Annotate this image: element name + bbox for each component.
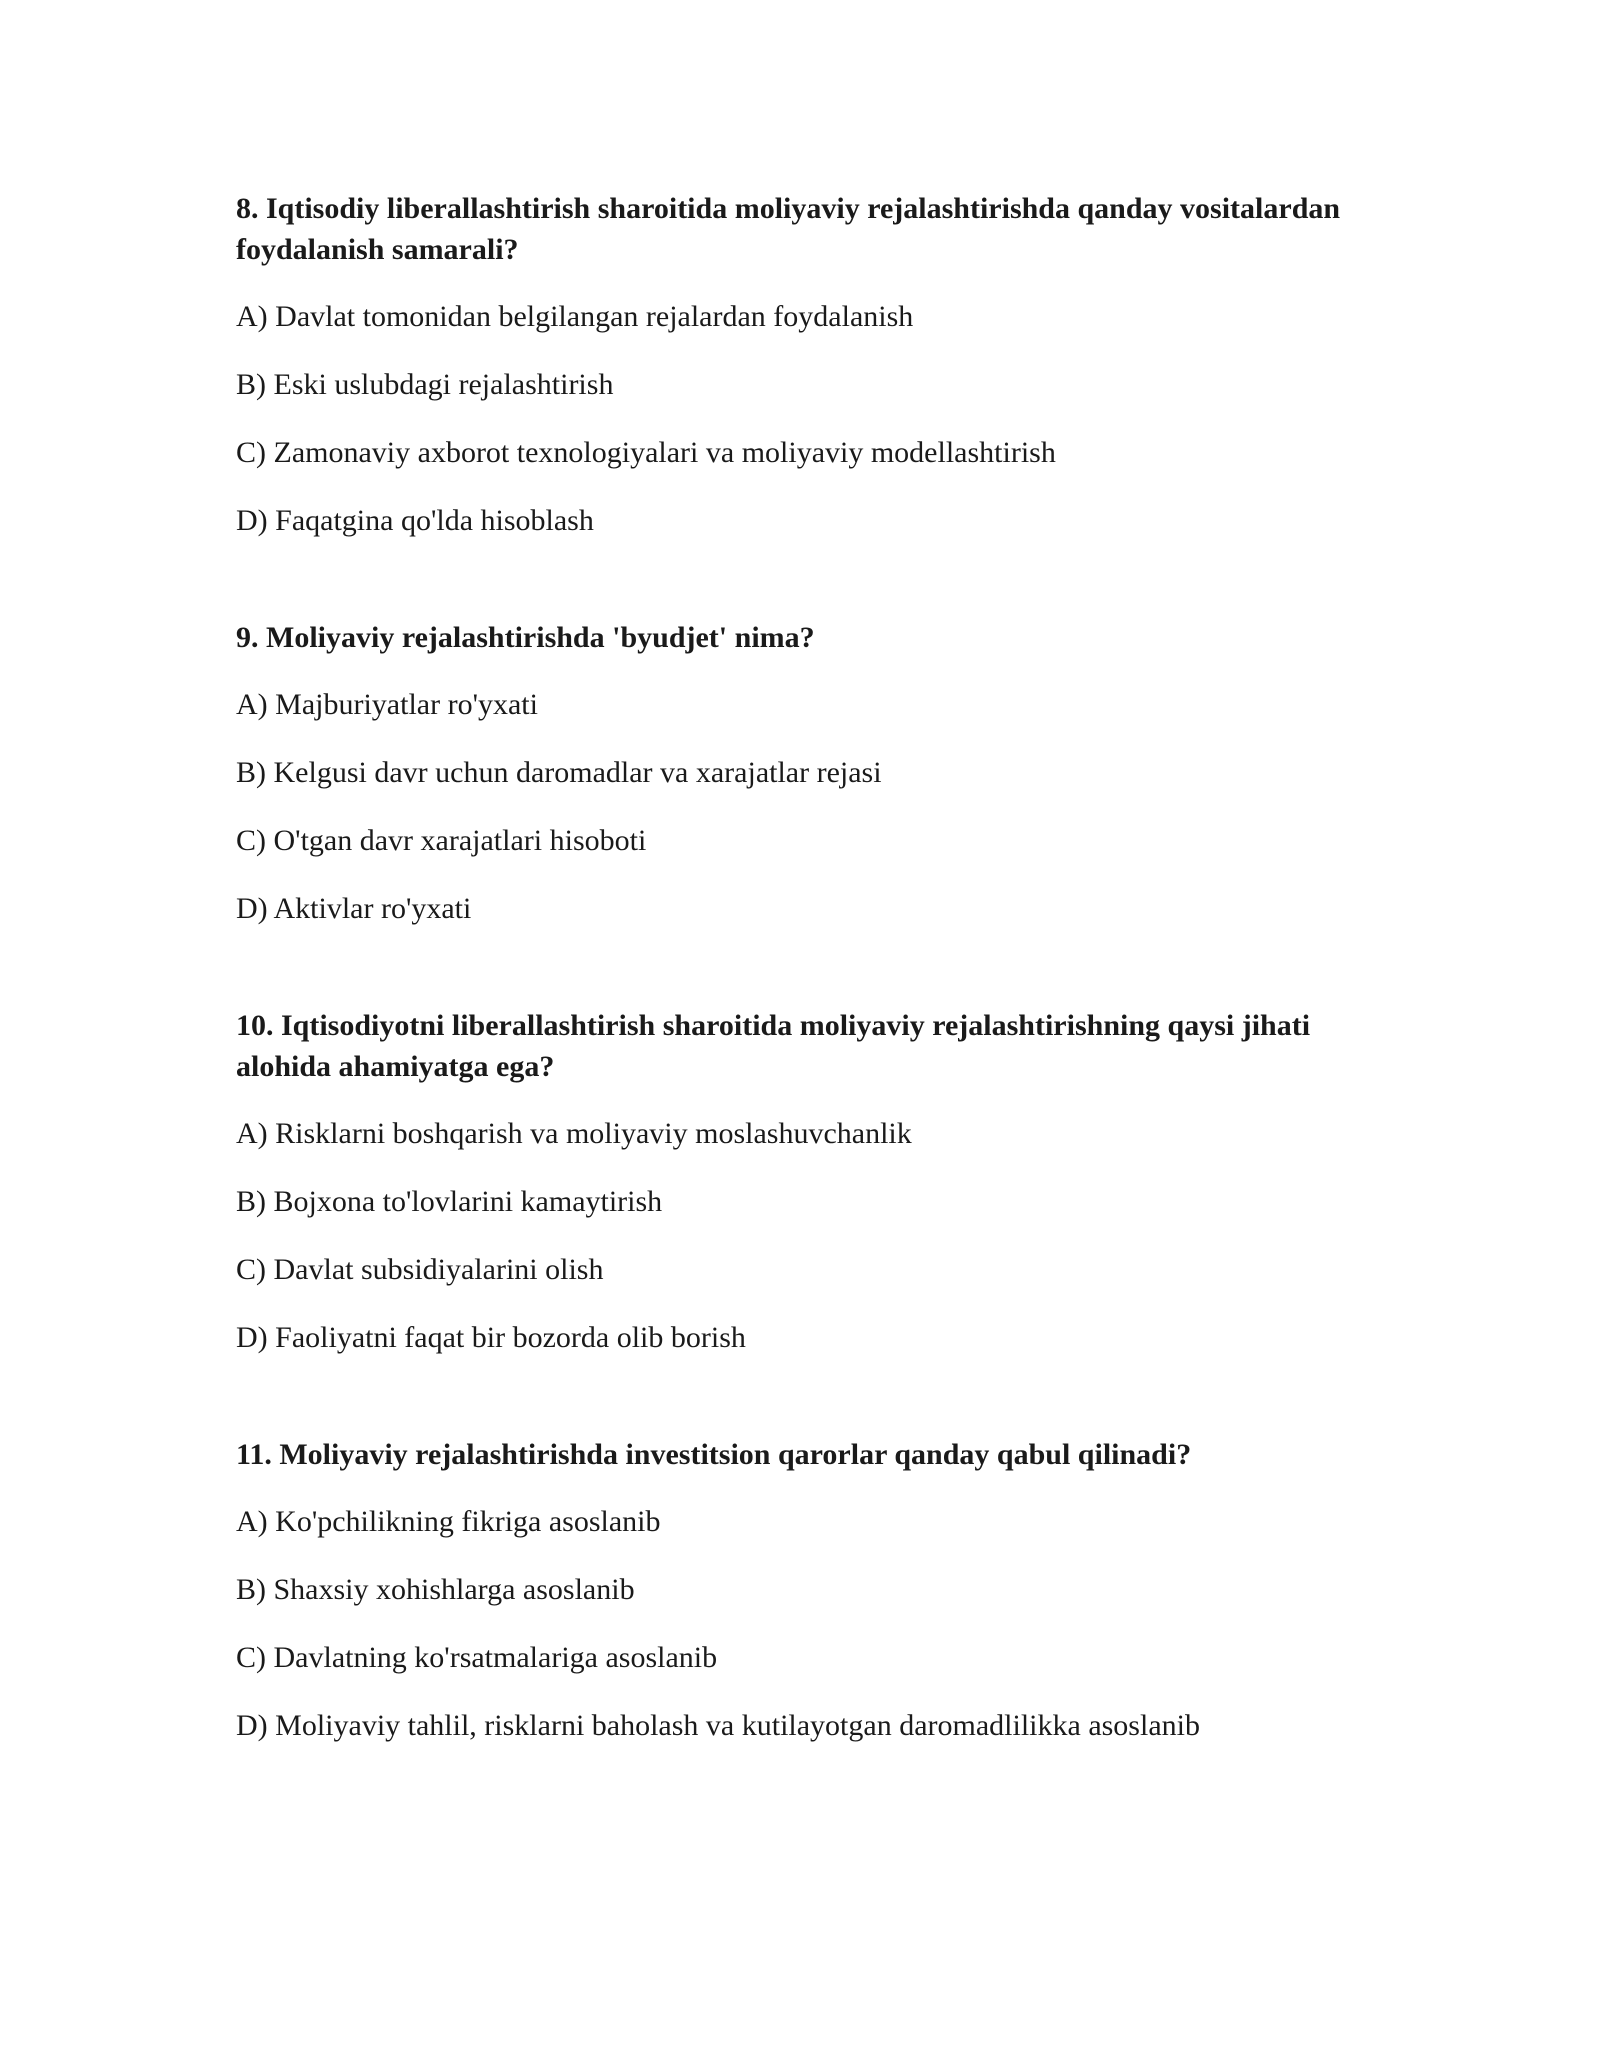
document-page [236, 188, 1396, 1746]
answer-option-b: B) Bojxona to'lovlarini kamaytirish [236, 1185, 663, 1218]
question-11 [236, 1434, 1396, 1746]
answer-option-a: A) Ko'pchilikning fikriga asoslanib [236, 1505, 661, 1538]
question-title: 10. Iqtisodiyotni liberallashtirish sharoitida moliyaviy rejalashtirishning qaysi jihati alohida ahamiyatga ega? [236, 1009, 1311, 1083]
answer-option-d: D) Moliyaviy tahlil, risklarni baholash va kutilayotgan daromadlilikka asoslanib [236, 1709, 1200, 1742]
question-9 [236, 617, 1396, 929]
answer-option-c: C) O'tgan davr xarajatlari hisoboti [236, 824, 647, 857]
answer-option-a: A) Davlat tomonidan belgilangan rejalardan foydalanish [236, 300, 914, 333]
answer-option-b: B) Kelgusi davr uchun daromadlar va xarajatlar rejasi [236, 756, 882, 789]
answer-option-d: D) Faqatgina qo'lda hisoblash [236, 504, 594, 537]
question-10 [236, 1005, 1396, 1358]
question-title: 9. Moliyaviy rejalashtirishda 'byudjet' nima? [236, 621, 815, 654]
answer-option-c: C) Davlatning ko'rsatmalariga asoslanib [236, 1641, 718, 1674]
question-title: 11. Moliyaviy rejalashtirishda investitsion qarorlar qanday qabul qilinadi? [236, 1438, 1192, 1471]
question-title: 8. Iqtisodiy liberallashtirish sharoitida moliyaviy rejalashtirishda qanday vositalardan foydalanish samarali? [236, 192, 1341, 266]
answer-option-b: B) Shaxsiy xohishlarga asoslanib [236, 1573, 635, 1606]
answer-option-a: A) Risklarni boshqarish va moliyaviy moslashuvchanlik [236, 1117, 912, 1150]
answer-option-c: C) Davlat subsidiyalarini olish [236, 1253, 604, 1286]
answer-option-d: D) Aktivlar ro'yxati [236, 892, 472, 925]
answer-option-c: C) Zamonaviy axborot texnologiyalari va moliyaviy modellashtirish [236, 436, 1056, 469]
question-8 [236, 188, 1396, 541]
answer-option-b: B) Eski uslubdagi rejalashtirish [236, 368, 614, 401]
answer-option-d: D) Faoliyatni faqat bir bozorda olib borish [236, 1321, 746, 1354]
answer-option-a: A) Majburiyatlar ro'yxati [236, 688, 538, 721]
